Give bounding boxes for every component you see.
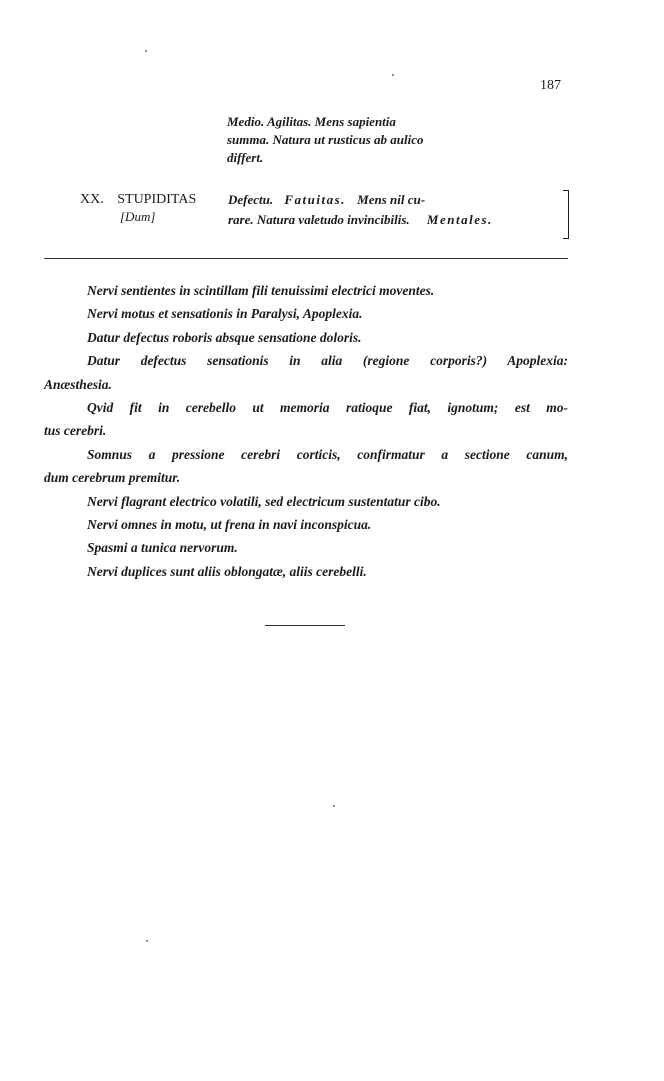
entry-title: STUPIDITAS [117, 192, 197, 207]
entry-text: Mens nil cu- [357, 192, 426, 207]
note-line: tus cerebri. [44, 423, 107, 439]
page-number: 187 [540, 78, 561, 93]
medio-line: summa. Natura ut rusticus ab aulico [227, 132, 424, 147]
entry-line-1 [228, 190, 558, 210]
note-line: Nervi motus et sensationis in Paralysi, Apoplexia. [87, 306, 363, 322]
scan-speck [146, 940, 148, 942]
notes-body [44, 279, 568, 583]
closing-bracket [563, 190, 569, 239]
scan-speck [392, 74, 394, 76]
note-line: Nervi duplices sunt aliis oblongatæ, aliis cerebelli. [87, 563, 367, 579]
note-line: Qvid fit in cerebello ut memoria ratioque fiat, ignotum; est mo- [87, 400, 568, 416]
medio-line: differt. [227, 150, 264, 165]
entry-subheading: [Dum] [120, 209, 156, 224]
entry-line-2 [228, 210, 558, 230]
note-line: Somnus a pressione cerebri corticis, confirmatur a sectione canum, [87, 446, 568, 462]
entry-text: Fatuitas. [284, 192, 346, 207]
note-line: Anæsthesia. [44, 376, 112, 392]
entry-numeral: XX. [80, 192, 104, 207]
medio-block [227, 113, 477, 167]
entry-text: Defectu. [228, 192, 274, 207]
note-line: Datur defectus sensationis in alia (regione corporis?) Apoplexia: [87, 353, 568, 369]
entry-text: rare. Natura valetudo invincibilis. [228, 212, 410, 227]
note-line: Nervi omnes in motu, ut frena in navi inconspicua. [87, 517, 372, 533]
note-line: Spasmi a tunica nervorum. [87, 540, 238, 556]
entry-description [228, 190, 558, 230]
scan-speck [145, 50, 147, 52]
entry-category: Mentales. [426, 212, 493, 227]
scan-speck [333, 805, 335, 807]
note-line: dum cerebrum premitur. [44, 470, 181, 486]
note-line: Nervi sentientes in scintillam fili tenuissimi electrici moventes. [87, 283, 435, 298]
entry-heading [80, 190, 196, 210]
note-line: Nervi flagrant electrico volatili, sed electricum sustentatur cibo. [87, 493, 441, 509]
end-rule [265, 625, 345, 626]
section-divider [44, 258, 568, 259]
medio-line: Medio. Agilitas. Mens sapientia [227, 114, 396, 129]
note-line: Datur defectus roboris absque sensatione doloris. [87, 329, 362, 345]
